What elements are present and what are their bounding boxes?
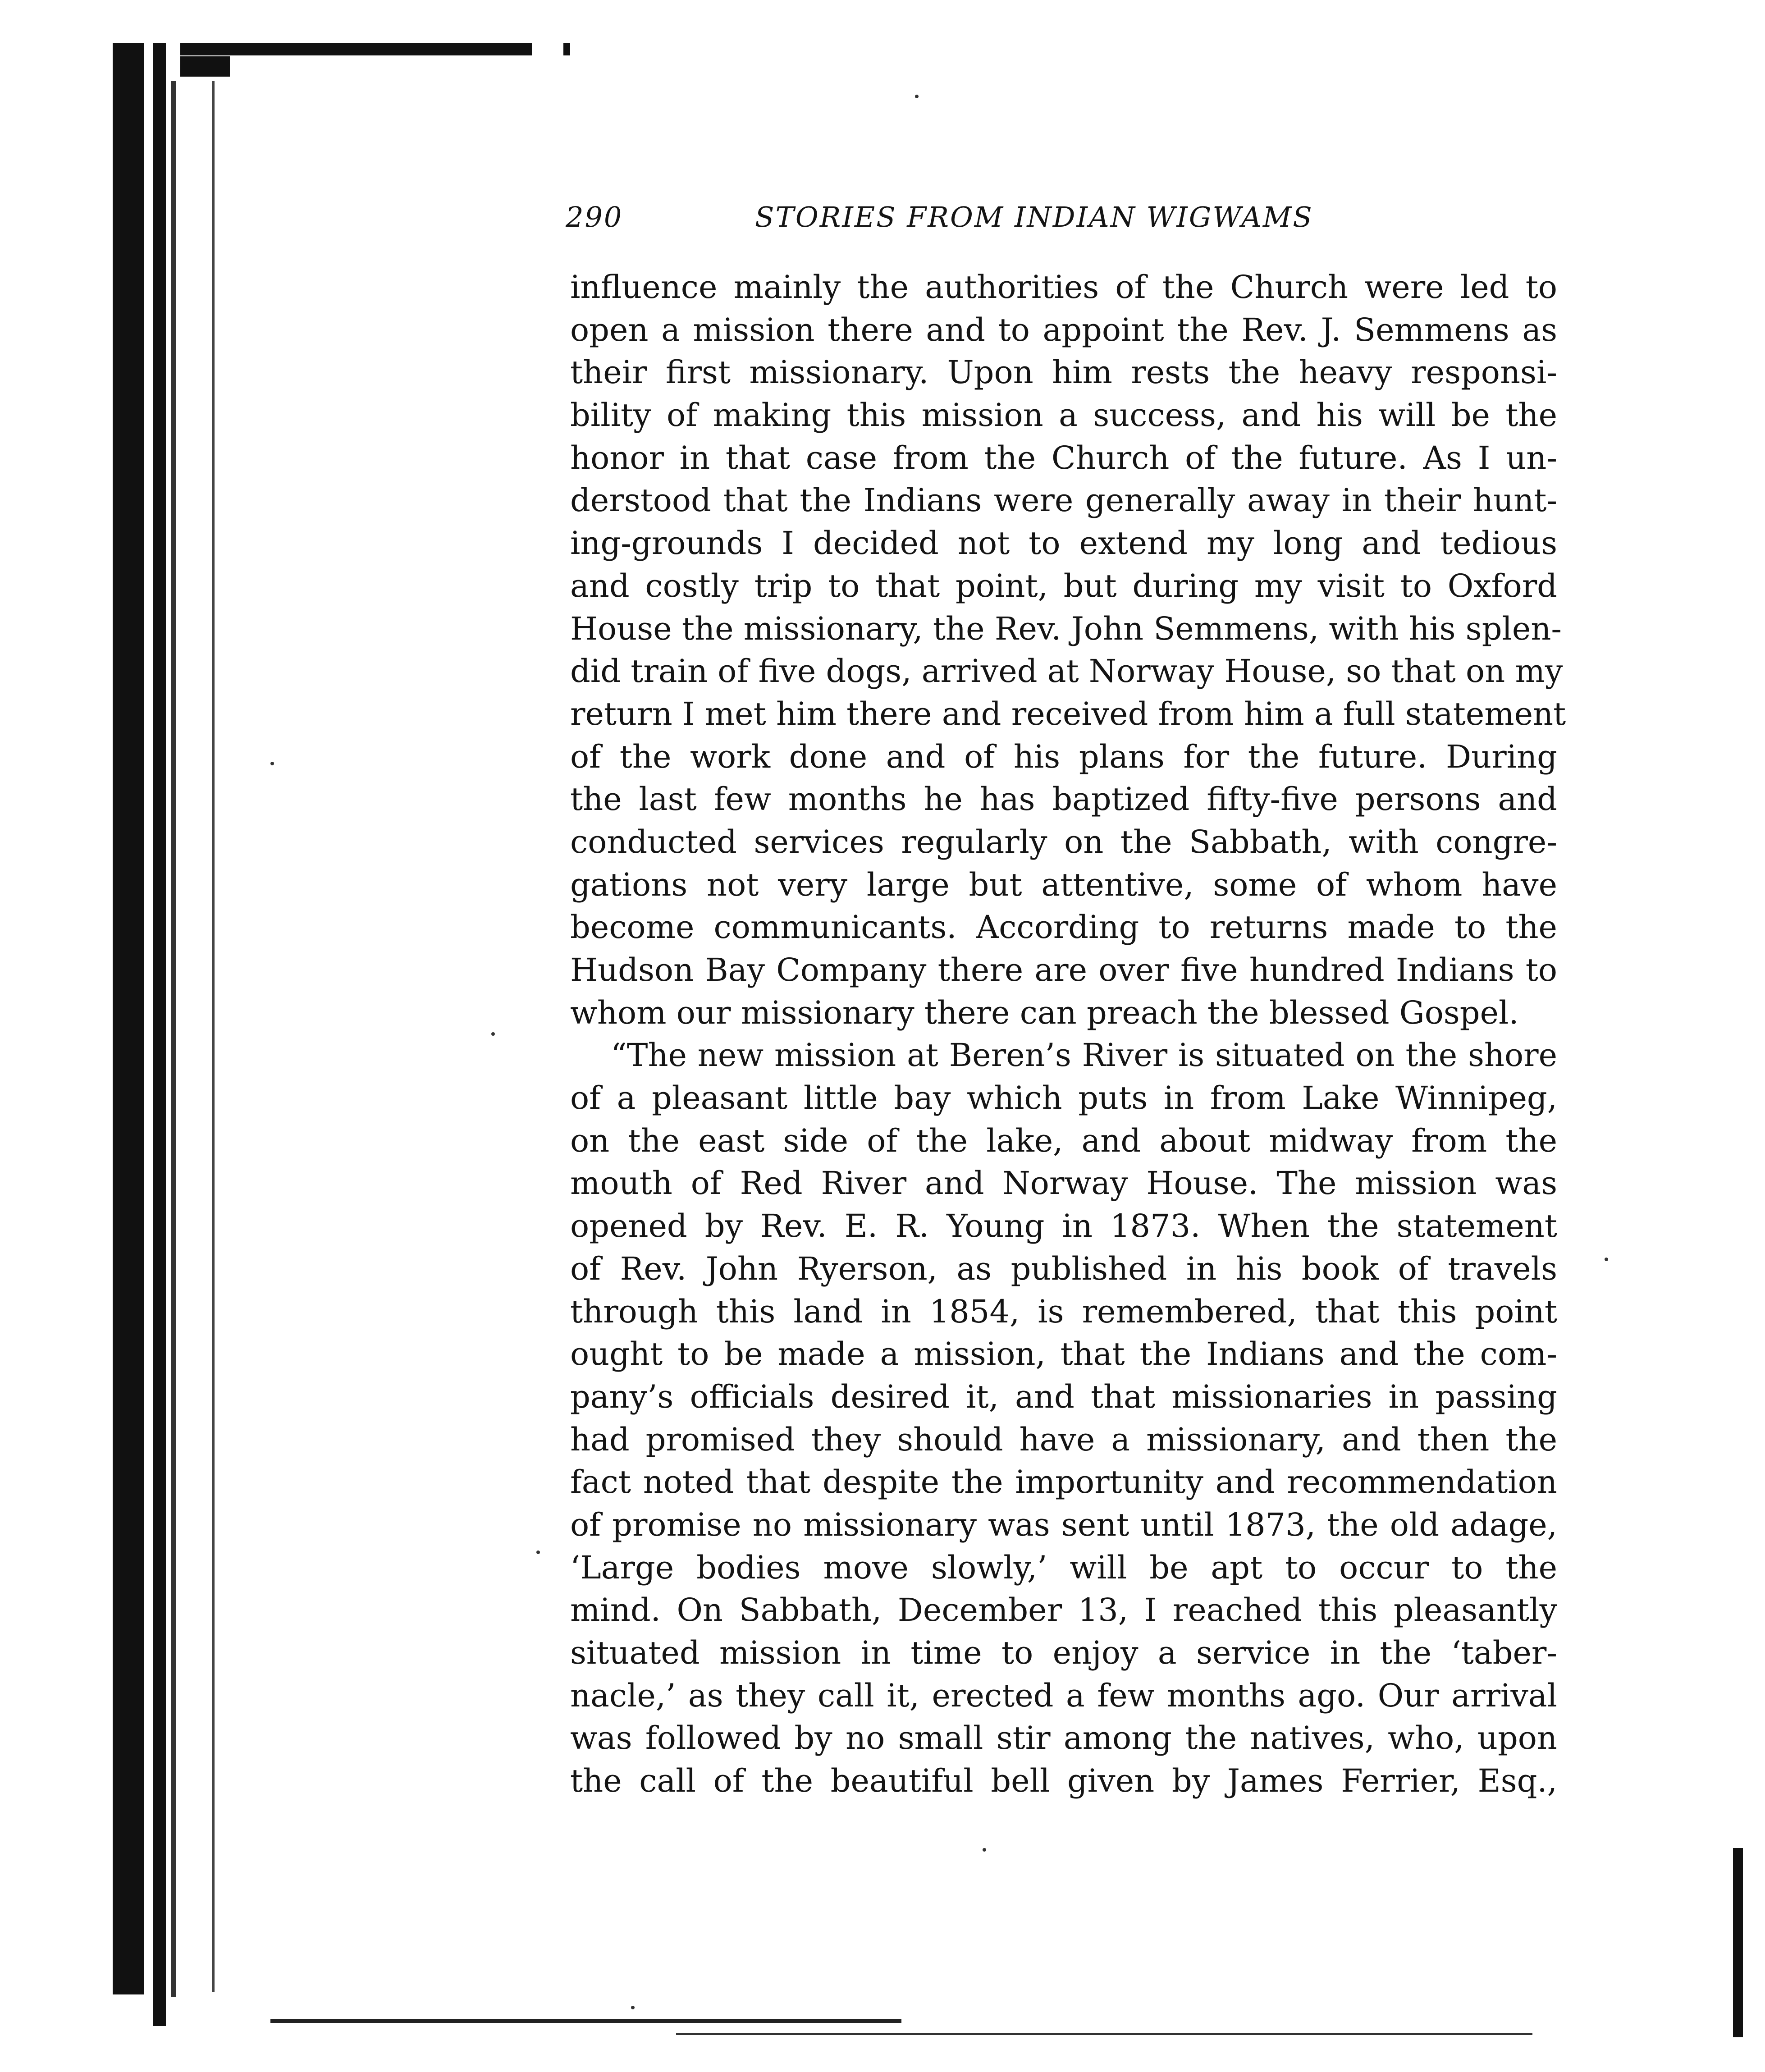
text-line: gations not very large but attentive, some of whom have [570, 866, 1557, 903]
page-number: 290 [566, 201, 623, 233]
scan-speck [491, 1032, 495, 1036]
text-line: of promise no missionary was sent until 1873, the old adage, [570, 1506, 1557, 1543]
text-line: of Rev. John Ryerson, as published in his book of travels [570, 1250, 1557, 1287]
text-line: conducted services regularly on the Sabbath, with congre- [570, 823, 1557, 860]
scan-speck [1605, 1258, 1608, 1261]
text-line: influence mainly the authorities of the Church were led to [570, 269, 1557, 306]
text-line: become communicants. According to returns made to the [570, 909, 1557, 946]
text-line: of a pleasant little bay which puts in from Lake Winnipeg, [570, 1079, 1557, 1117]
scan-speck [270, 762, 274, 765]
running-title: STORIES FROM INDIAN WIGWAMS [755, 201, 1313, 233]
text-line: bility of making this mission a success, and his will be the [570, 397, 1557, 434]
text-line: return I met him there and received from him a full statement [570, 695, 1566, 732]
text-line: ought to be made a mission, that the Indians and the com- [570, 1336, 1557, 1373]
text-line: did train of five dogs, arrived at Norway House, so that on my [570, 653, 1563, 690]
text-line: on the east side of the lake, and about midway from the [570, 1122, 1557, 1159]
binding-edge-inner [171, 81, 176, 1997]
text-line: fact noted that despite the importunity and recommendation [570, 1464, 1557, 1501]
scan-speck [983, 1848, 986, 1852]
text-line: opened by Rev. E. R. Young in 1873. When the statement [570, 1208, 1557, 1245]
text-line: mouth of Red River and Norway House. The mission was [570, 1165, 1557, 1202]
text-line: House the missionary, the Rev. John Semmens, with his splen- [570, 610, 1562, 647]
scan-speck [536, 1551, 540, 1554]
page-edge-line [212, 81, 215, 1992]
text-line: honor in that case from the Church of the future. As I un- [570, 439, 1557, 476]
text-line: Hudson Bay Company there are over five hundred Indians to [570, 951, 1557, 988]
text-line: the last few months he has baptized fifty-five persons and [570, 781, 1557, 818]
text-line: situated mission in time to enjoy a service in the ‘taber- [570, 1634, 1557, 1671]
text-line: “The new mission at Beren’s River is situated on the shore [611, 1037, 1557, 1074]
text-line: ing-grounds I decided not to extend my long and tedious [570, 525, 1557, 562]
right-edge-bar [1733, 1848, 1743, 2037]
binding-shadow [113, 43, 144, 1994]
text-line: was followed by no small stir among the natives, who, upon [570, 1720, 1557, 1757]
text-line: had promised they should have a missionary, and then the [570, 1421, 1557, 1458]
bottom-edge-bar [270, 2019, 901, 2023]
text-line: derstood that the Indians were generally away in their hunt- [570, 482, 1557, 519]
text-line: whom our missionary there can preach the blessed Gospel. [570, 994, 1519, 1031]
text-line: ‘Large bodies move slowly,’ will be apt to occur to the [570, 1549, 1557, 1586]
top-edge-bar [180, 43, 532, 55]
text-line: their first missionary. Upon him rests the heavy responsi- [570, 354, 1557, 391]
body-text [570, 266, 1566, 1802]
text-line: the call of the beautiful bell given by James Ferrier, Esq., [570, 1762, 1557, 1800]
text-line: nacle,’ as they call it, erected a few months ago. Our arrival [570, 1677, 1557, 1714]
text-line: pany’s officials desired it, and that missionaries in passing [570, 1378, 1557, 1415]
binding-edge [153, 43, 166, 2026]
bottom-edge-line [676, 2033, 1532, 2035]
scan-speck [631, 2006, 635, 2009]
text-line: and costly trip to that point, but during my visit to Oxford [570, 567, 1557, 604]
running-head [566, 201, 1336, 250]
top-edge-mark [563, 43, 570, 55]
text-line: open a mission there and to appoint the Rev. J. Semmens as [570, 311, 1557, 348]
top-corner-block [180, 56, 230, 77]
text-line: mind. On Sabbath, December 13, I reached this pleasantly [570, 1592, 1557, 1629]
text-line: of the work done and of his plans for the future. During [570, 738, 1557, 775]
text-line: through this land in 1854, is remembered, that this point [570, 1293, 1557, 1330]
scan-speck [915, 95, 919, 98]
